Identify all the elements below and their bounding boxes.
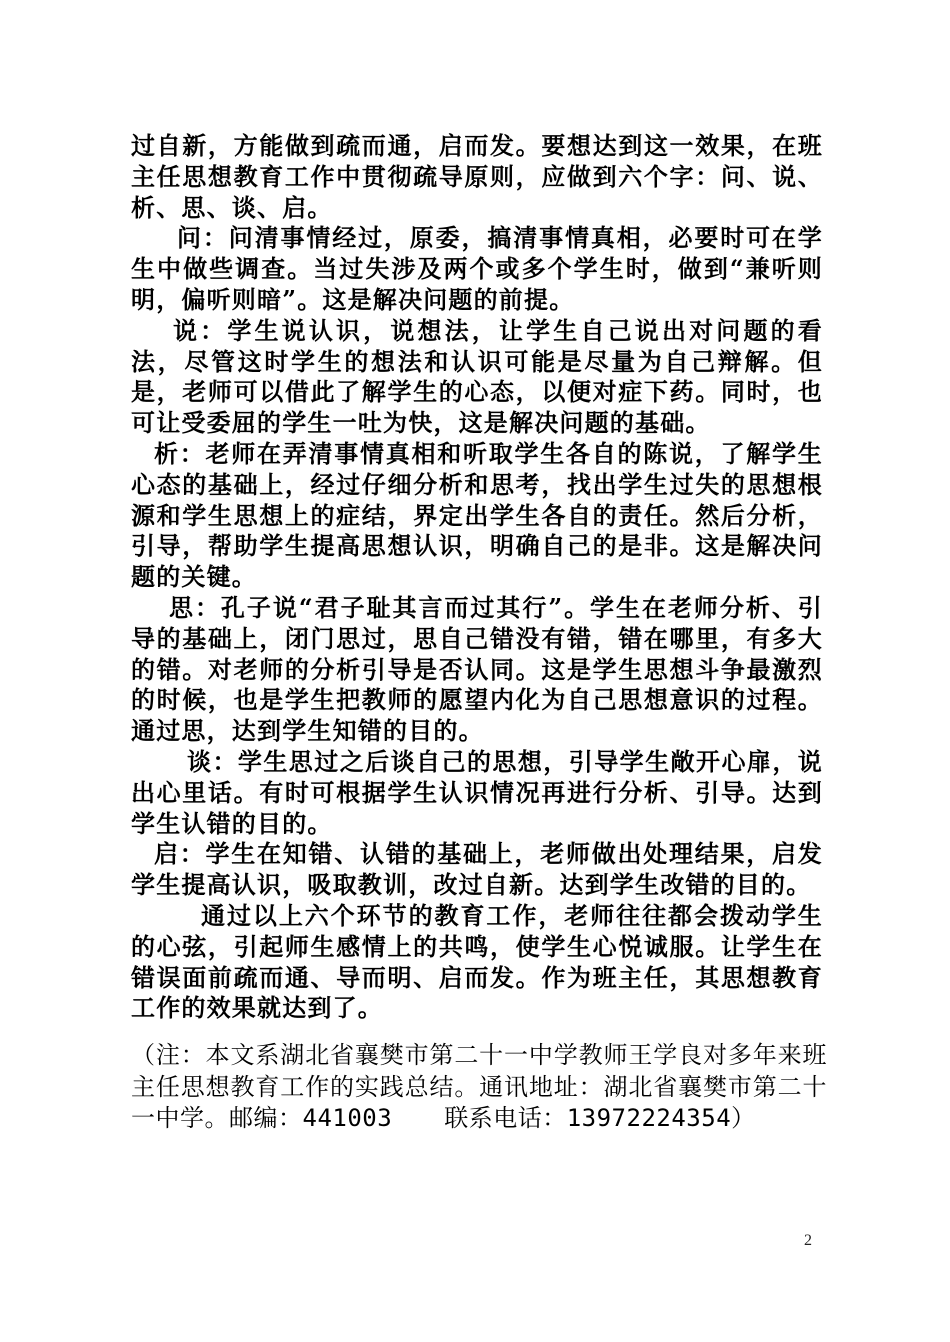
paragraph-ask: 问：问清事情经过，原委，搞清事情真相，必要时可在学生中做些调查。当过失涉及两个或多个学生时，做到“兼听则明，偏听则暗”。这是解决问题的前提。 (131, 223, 823, 314)
document-body (131, 131, 823, 1024)
paragraph-reflect: 思：孔子说“君子耻其言而过其行”。学生在老师分析、引导的基础上，闭门思过，思自己错没有错，错在哪里，有多大的错。对老师的分析引导是否认同。这是学生思想斗争最激烈的时候，也是学生把教师的愿望内化为自己思想意识的过程。通过思，达到学生知错的目的。 (131, 592, 823, 746)
paragraph-talk: 谈：学生思过之后谈自己的思想，引导学生敞开心扉，说出心里话。有时可根据学生认识情况再进行分析、引导。达到学生认错的目的。 (131, 746, 823, 838)
author-note (131, 1040, 827, 1135)
paragraph-continuation: 过自新，方能做到疏而通，启而发。要想达到这一效果，在班主任思想教育工作中贯彻疏导原则，应做到六个字：问、说、析、思、谈、启。 (131, 131, 823, 222)
paragraph-speak: 说：学生说认识，说想法，让学生自己说出对问题的看法，尽管这时学生的想法和认识可能是尽量为自己辩解。但是，老师可以借此了解学生的心态，以便对症下药。同时，也可让受委屈的学生一吐为快，这是解决问题的基础。 (131, 315, 823, 438)
page-number: 2 (804, 1232, 812, 1249)
author-contact-phone: 联系电话：13972224354） (444, 1104, 756, 1132)
paragraph-enlighten: 启：学生在知错、认错的基础上，老师做出处理结果，启发学生提高认识，吸取教训，改过自新。达到学生改错的目的。 (131, 839, 823, 900)
author-note-text: （注：本文系湖北省襄樊市第二十一中学教师王学良对多年来班主任思想教育工作的实践总结。通讯地址：湖北省襄樊市第二十一中学。邮编：441003 (131, 1041, 827, 1132)
paragraph-conclusion: 通过以上六个环节的教育工作，老师往往都会拨动学生的心弦，引起师生感情上的共鸣，使学生心悦诚服。让学生在错误面前疏而通、导而明、启而发。作为班主任，其思想教育工作的效果就达到了。 (131, 900, 823, 1023)
paragraph-analyze: 析：老师在弄清事情真相和听取学生各自的陈说，了解学生心态的基础上，经过仔细分析和思考，找出学生过失的思想根源和学生思想上的症结，界定出学生各自的责任。然后分析，引导，帮助学生提高思想认识，明确自己的是非。这是解决问题的关键。 (131, 438, 823, 592)
